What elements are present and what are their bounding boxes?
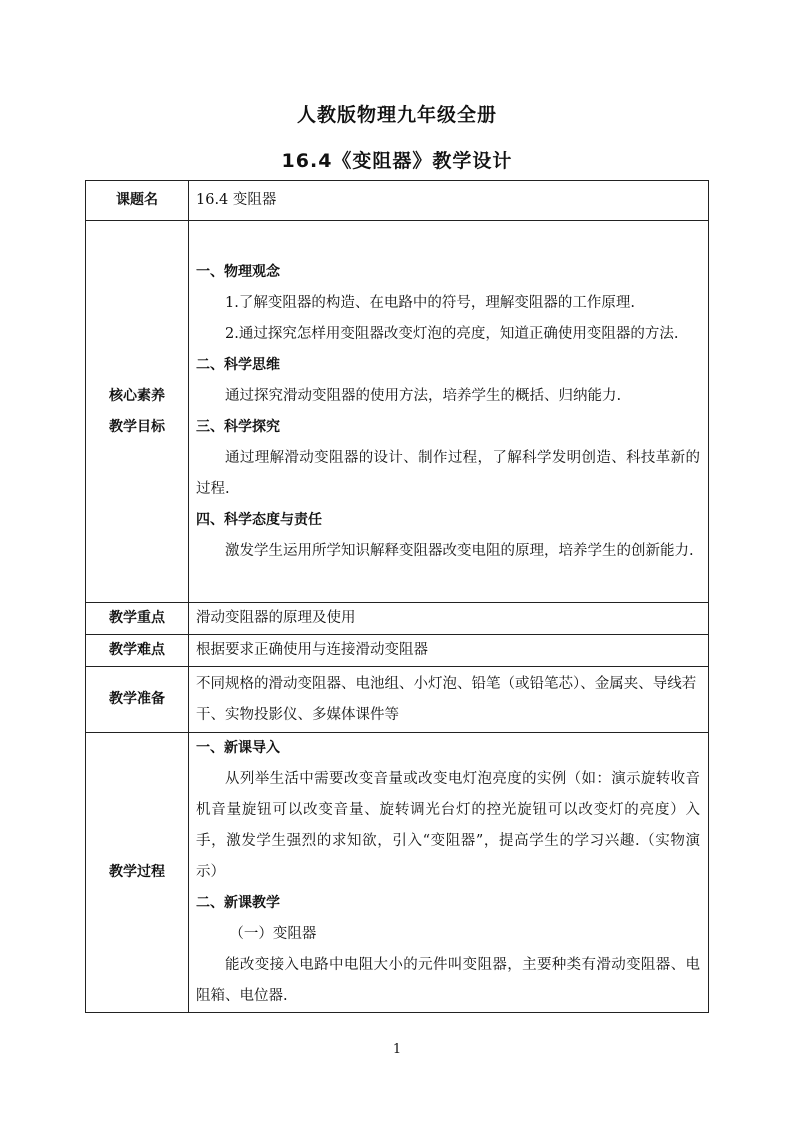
page-number: 1 bbox=[392, 1042, 402, 1057]
process-heading-intro: 一、新课导入 bbox=[196, 740, 280, 756]
preparation-value: 不同规格的滑动变阻器、电池组、小灯泡、铅笔（或铅笔芯）、金属夹、导线若干、实物投影仪、多媒体课件等 bbox=[189, 667, 709, 733]
table-row-key-points bbox=[86, 603, 709, 635]
table-row-preparation bbox=[86, 667, 709, 733]
goals-paragraph: 2.通过探究怎样用变阻器改变灯泡的亮度，知道正确使用变阻器的方法. bbox=[225, 325, 679, 342]
topic-label: 课题名 bbox=[86, 181, 189, 221]
table-row-process bbox=[86, 733, 709, 1013]
preparation-label: 教学准备 bbox=[86, 667, 189, 733]
difficulties-label: 教学难点 bbox=[86, 635, 189, 667]
key-points-value: 滑动变阻器的原理及使用 bbox=[189, 603, 709, 635]
goals-heading-scientific-inquiry: 三、科学探究 bbox=[196, 418, 280, 435]
goals-heading-attitude-responsibility: 四、科学态度与责任 bbox=[196, 511, 322, 528]
difficulties-value: 根据要求正确使用与连接滑动变阻器 bbox=[189, 635, 709, 667]
process-heading-new-lesson: 二、新课教学 bbox=[196, 895, 280, 911]
goals-content bbox=[189, 221, 709, 603]
process-paragraph: 能改变接入电路中电阻大小的元件叫变阻器，主要种类有滑动变阻器、电阻箱、电位器. bbox=[196, 957, 700, 1004]
goals-heading-scientific-thinking: 二、科学思维 bbox=[196, 356, 280, 373]
lesson-title: 16.4《变阻器》教学设计 bbox=[281, 150, 513, 172]
process-content bbox=[189, 733, 709, 1013]
lesson-plan-table bbox=[85, 180, 709, 1013]
goals-heading-physics-concept: 一、物理观念 bbox=[196, 263, 280, 280]
table-row-difficulties bbox=[86, 635, 709, 667]
goals-label-line2: 教学目标 bbox=[109, 418, 165, 435]
goals-paragraph: 激发学生运用所学知识解释变阻器改变电阻的原理，培养学生的创新能力. bbox=[225, 542, 694, 559]
goals-label-line1: 核心素养 bbox=[109, 387, 165, 404]
goals-paragraph: 通过理解滑动变阻器的设计、制作过程，了解科学发明创造、科技革新的过程. bbox=[196, 449, 700, 497]
process-subheading: （一）变阻器 bbox=[229, 926, 317, 942]
process-paragraph: 从列举生活中需要改变音量或改变电灯泡亮度的实例（如：演示旋转收音机音量旋钮可以改变音量、旋转调光台灯的控光旋钮可以改变灯的亮度）入手，激发学生强烈的求知欲，引入“变阻器”，提高学生的学习兴趣.（实物演示） bbox=[196, 771, 700, 880]
document-title: 人教版物理九年级全册 bbox=[296, 104, 497, 126]
goals-paragraph: 通过探究滑动变阻器的使用方法，培养学生的概括、归纳能力. bbox=[225, 387, 622, 404]
process-label: 教学过程 bbox=[86, 733, 189, 1013]
goals-label bbox=[86, 221, 189, 603]
topic-value: 16.4 变阻器 bbox=[189, 181, 709, 221]
table-row-topic bbox=[86, 181, 709, 221]
goals-paragraph: 1.了解变阻器的构造、在电路中的符号，理解变阻器的工作原理. bbox=[225, 294, 635, 311]
table-row-goals bbox=[86, 221, 709, 603]
key-points-label: 教学重点 bbox=[86, 603, 189, 635]
